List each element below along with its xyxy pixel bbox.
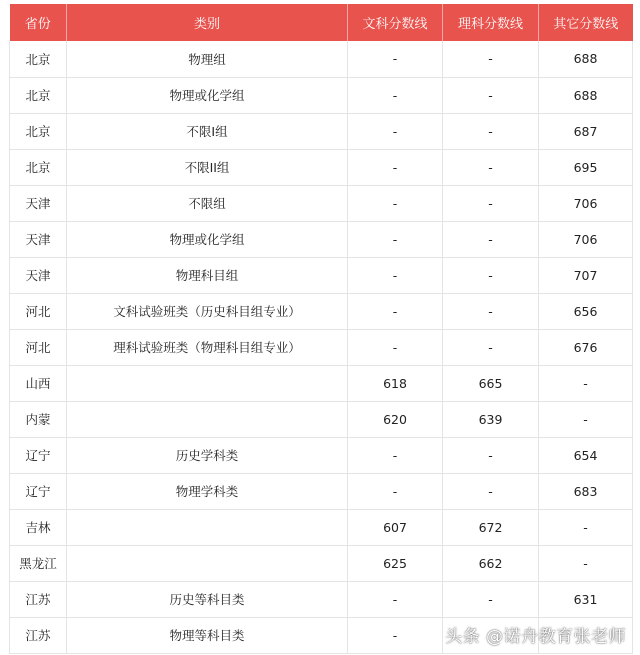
table-row [10,41,633,77]
cell-province: 辽宁 [10,473,67,509]
cell-province: 江苏 [10,617,67,653]
cell-category: 理科试验班类（物理科目组专业） [67,329,348,365]
table-row [10,401,633,437]
cell-arts-score: - [348,257,443,293]
cell-arts-score: - [348,221,443,257]
cell-other-score: 656 [539,293,633,329]
cell-category: 历史等科目类 [67,581,348,617]
cell-arts-score: - [348,329,443,365]
cell-arts-score: 607 [348,509,443,545]
table-row [10,257,633,293]
header-science-score: 理科分数线 [443,4,539,41]
cell-other-score: 631 [539,581,633,617]
table-row [10,293,633,329]
cell-science-score: - [443,437,539,473]
cell-science-score: - [443,77,539,113]
cell-arts-score: 625 [348,545,443,581]
cell-other-score: - [539,545,633,581]
cell-province: 北京 [10,41,67,77]
score-table [9,4,633,654]
cell-science-score: - [443,293,539,329]
cell-province: 北京 [10,113,67,149]
cell-category: 物理组 [67,41,348,77]
table-body [10,41,633,653]
table-row [10,365,633,401]
cell-province: 北京 [10,149,67,185]
cell-arts-score: 618 [348,365,443,401]
cell-province: 天津 [10,257,67,293]
table-row [10,329,633,365]
cell-arts-score: - [348,113,443,149]
table-row [10,581,633,617]
cell-arts-score: - [348,617,443,653]
header-other-score: 其它分数线 [539,4,633,41]
cell-category: 文科试验班类（历史科目组专业） [67,293,348,329]
cell-province: 天津 [10,185,67,221]
cell-science-score: - [443,221,539,257]
cell-science-score: 665 [443,365,539,401]
cell-other-score: 654 [539,437,633,473]
cell-other-score: 676 [539,329,633,365]
cell-province: 北京 [10,77,67,113]
cell-other-score: 695 [539,149,633,185]
cell-science-score: - [443,149,539,185]
cell-category: 不限I组 [67,113,348,149]
cell-arts-score: - [348,41,443,77]
cell-other-score: 706 [539,185,633,221]
cell-province: 河北 [10,293,67,329]
cell-science-score: 672 [443,509,539,545]
cell-other-score: 688 [539,77,633,113]
cell-science-score: 662 [443,545,539,581]
cell-province: 内蒙 [10,401,67,437]
cell-category: 不限II组 [67,149,348,185]
cell-category: 物理科目组 [67,257,348,293]
cell-province: 山西 [10,365,67,401]
cell-category [67,365,348,401]
header-province: 省份 [10,4,67,41]
cell-category: 物理或化学组 [67,77,348,113]
cell-category: 历史学科类 [67,437,348,473]
cell-arts-score: - [348,473,443,509]
cell-arts-score: - [348,149,443,185]
cell-arts-score: - [348,293,443,329]
cell-science-score: - [443,113,539,149]
cell-other-score: 683 [539,473,633,509]
cell-arts-score: - [348,437,443,473]
cell-science-score: - [443,41,539,77]
table-row [10,221,633,257]
cell-category [67,545,348,581]
cell-science-score: 639 [443,401,539,437]
header-arts-score: 文科分数线 [348,4,443,41]
cell-category: 物理等科目类 [67,617,348,653]
cell-other-score: 687 [539,113,633,149]
table-row [10,473,633,509]
cell-arts-score: - [348,77,443,113]
cell-arts-score: - [348,581,443,617]
cell-science-score: - [443,329,539,365]
cell-other-score: - [539,509,633,545]
table-header [10,4,633,41]
cell-category: 物理学科类 [67,473,348,509]
cell-category [67,509,348,545]
table-row [10,113,633,149]
cell-province: 黑龙江 [10,545,67,581]
cell-arts-score: 620 [348,401,443,437]
header-row [10,4,633,41]
cell-science-score: - [443,581,539,617]
table-row [10,185,633,221]
table-row [10,77,633,113]
cell-other-score: - [539,365,633,401]
table-row [10,545,633,581]
table-row [10,437,633,473]
cell-science-score: - [443,473,539,509]
cell-category: 不限组 [67,185,348,221]
table-row [10,149,633,185]
cell-province: 辽宁 [10,437,67,473]
cell-arts-score: - [348,185,443,221]
cell-other-score: 688 [539,41,633,77]
cell-other-score: 706 [539,221,633,257]
cell-category [67,401,348,437]
table-row [10,509,633,545]
header-category: 类别 [67,4,348,41]
cell-other-score: - [539,401,633,437]
cell-province: 河北 [10,329,67,365]
cell-science-score: - [443,185,539,221]
cell-province: 吉林 [10,509,67,545]
watermark: 头条 @诺舟教育张老师 [445,627,626,647]
cell-province: 天津 [10,221,67,257]
cell-science-score: - [443,257,539,293]
cell-category: 物理或化学组 [67,221,348,257]
cell-other-score: 707 [539,257,633,293]
cell-province: 江苏 [10,581,67,617]
